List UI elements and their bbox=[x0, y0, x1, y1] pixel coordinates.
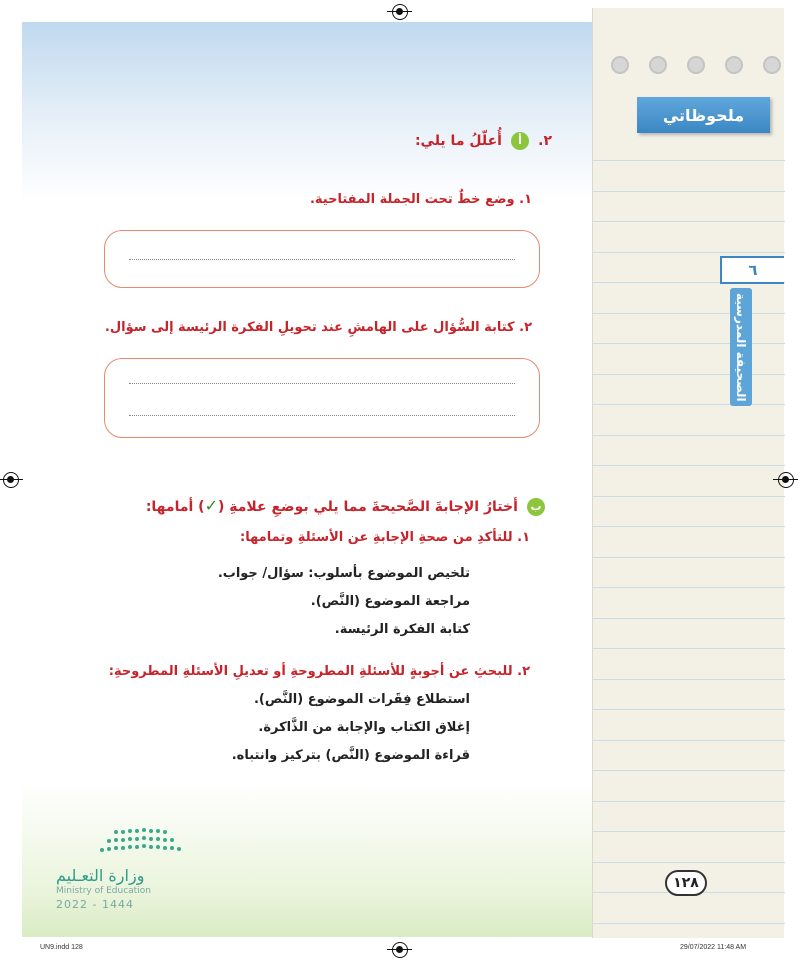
logo-dot bbox=[163, 838, 167, 842]
ministry-name-en: Ministry of Education bbox=[56, 886, 151, 896]
notes-rule-line bbox=[593, 923, 785, 924]
logo-dot bbox=[114, 830, 118, 834]
logo-dot bbox=[142, 836, 146, 840]
part-b-title-end: ) أمامها: bbox=[145, 499, 205, 515]
answer-box-1[interactable] bbox=[104, 230, 540, 288]
binder-hole bbox=[649, 56, 667, 74]
notes-rule-line bbox=[593, 313, 785, 314]
binder-hole bbox=[763, 56, 781, 74]
notes-rule-line bbox=[593, 221, 785, 222]
part-b-header bbox=[146, 496, 549, 516]
check-icon: ✓ bbox=[204, 496, 218, 515]
page-background bbox=[22, 22, 592, 937]
notes-rule-line bbox=[593, 740, 785, 741]
page-number: ١٢٨ bbox=[665, 870, 707, 896]
logo-dot bbox=[128, 829, 132, 833]
notes-rule-line bbox=[593, 252, 785, 253]
notes-rule-line bbox=[593, 191, 785, 192]
logo-dot bbox=[135, 845, 139, 849]
notes-rule-line bbox=[593, 465, 785, 466]
part-b-badge: ب bbox=[527, 498, 545, 516]
part-a-item-2: ٢. كتابة السُّؤال على الهامشِ عند تحويلِ الفكرة الرئيسة إلى سؤال. bbox=[104, 320, 532, 335]
answer-box-2[interactable] bbox=[104, 358, 540, 438]
logo-dot bbox=[128, 837, 132, 841]
notes-tab: ملحوظاتي bbox=[637, 97, 770, 133]
group-1-option-2[interactable]: مراجعة الموضوع (النَّص). bbox=[310, 594, 470, 609]
group-2-option-3[interactable]: قراءة الموضوع (النَّص) بتركيز وانتباه. bbox=[231, 748, 470, 763]
answer-line bbox=[129, 259, 515, 260]
unit-title-strip bbox=[730, 288, 752, 406]
group-2-option-1[interactable]: استطلاع فِقَرات الموضوع (النَّص). bbox=[253, 692, 470, 707]
logo-dot bbox=[170, 838, 174, 842]
notes-rule-line bbox=[593, 587, 785, 588]
notes-rule-line bbox=[593, 374, 785, 375]
slug-file: UN9.indd 128 bbox=[40, 944, 83, 951]
group-1-option-3[interactable]: كتابة الفكرة الرئيسة. bbox=[334, 622, 470, 637]
notes-rule-line bbox=[593, 496, 785, 497]
part-a-title: أُعلّلُ ما يلي: bbox=[414, 133, 502, 149]
part-b-title-start: أختارُ الإجابةَ الصَّحيحةَ مما يلي بوضعِ علامةِ ( bbox=[217, 499, 518, 515]
logo-dot bbox=[142, 844, 146, 848]
ministry-year: 2022 - 1444 bbox=[56, 898, 134, 911]
part-a-badge: أ bbox=[511, 132, 529, 150]
logo-dot bbox=[100, 848, 104, 852]
notes-rule-line bbox=[593, 709, 785, 710]
logo-dot bbox=[156, 845, 160, 849]
logo-dot bbox=[135, 829, 139, 833]
notes-rule-line bbox=[593, 343, 785, 344]
answer-line bbox=[129, 415, 515, 416]
notes-rule-line bbox=[593, 801, 785, 802]
group-1-heading: ١. للتأكدِ من صحةِ الإجابةِ عن الأسئلةِ وتمامها: bbox=[240, 530, 530, 545]
logo-dot bbox=[177, 847, 181, 851]
notes-rule-line bbox=[593, 770, 785, 771]
logo-dot bbox=[156, 829, 160, 833]
registration-mark bbox=[392, 942, 408, 958]
binder-hole bbox=[611, 56, 629, 74]
logo-dot bbox=[107, 847, 111, 851]
logo-dot bbox=[128, 845, 132, 849]
notes-rule-line bbox=[593, 404, 785, 405]
notes-rule-line bbox=[593, 648, 785, 649]
registration-mark bbox=[3, 472, 19, 488]
question-number: ٢. bbox=[538, 133, 552, 149]
notes-panel bbox=[592, 8, 784, 938]
notes-rule-line bbox=[593, 862, 785, 863]
logo-dot bbox=[163, 830, 167, 834]
registration-mark bbox=[778, 472, 794, 488]
notes-rule-line bbox=[593, 435, 785, 436]
logo-dot bbox=[121, 838, 125, 842]
group-2-heading: ٢. للبحثِ عن أجوبةٍ للأسئلةِ المطروحةِ أو تعديلِ الأسئلةِ المطروحةِ: bbox=[108, 664, 530, 679]
logo-dot bbox=[135, 837, 139, 841]
logo-dot bbox=[170, 846, 174, 850]
registration-mark bbox=[392, 4, 408, 20]
logo-dot bbox=[121, 830, 125, 834]
question-header bbox=[415, 130, 552, 150]
binder-hole bbox=[687, 56, 705, 74]
logo-dot bbox=[149, 837, 153, 841]
notes-rule-line bbox=[593, 526, 785, 527]
notes-rule-line bbox=[593, 831, 785, 832]
logo-dot bbox=[142, 828, 146, 832]
unit-number: ٦ bbox=[720, 256, 784, 284]
logo-dot bbox=[149, 845, 153, 849]
logo-dot bbox=[149, 829, 153, 833]
ministry-name-ar: وزارة التعـليم bbox=[56, 866, 145, 885]
answer-line bbox=[129, 383, 515, 384]
unit-title: الصحيفة المدرسية bbox=[734, 292, 748, 402]
logo-dot bbox=[156, 837, 160, 841]
ministry-logo-dots bbox=[100, 828, 192, 858]
notes-rule-line bbox=[593, 160, 785, 161]
group-1-option-1[interactable]: تلخيص الموضوع بأسلوب: سؤال/ جواب. bbox=[217, 566, 470, 581]
notes-rule-line bbox=[593, 618, 785, 619]
part-a-item-1: ١. وضع خطٌ تحت الجملة المفتاحية. bbox=[309, 192, 532, 207]
logo-dot bbox=[163, 846, 167, 850]
slug-date: 29/07/2022 11:48 AM bbox=[680, 944, 747, 951]
logo-dot bbox=[114, 838, 118, 842]
binder-hole bbox=[725, 56, 743, 74]
group-2-option-2[interactable]: إغلاق الكتاب والإجابة من الذَّاكرة. bbox=[258, 720, 470, 735]
notes-rule-line bbox=[593, 557, 785, 558]
logo-dot bbox=[121, 846, 125, 850]
logo-dot bbox=[107, 839, 111, 843]
notes-rule-line bbox=[593, 679, 785, 680]
logo-dot bbox=[114, 846, 118, 850]
